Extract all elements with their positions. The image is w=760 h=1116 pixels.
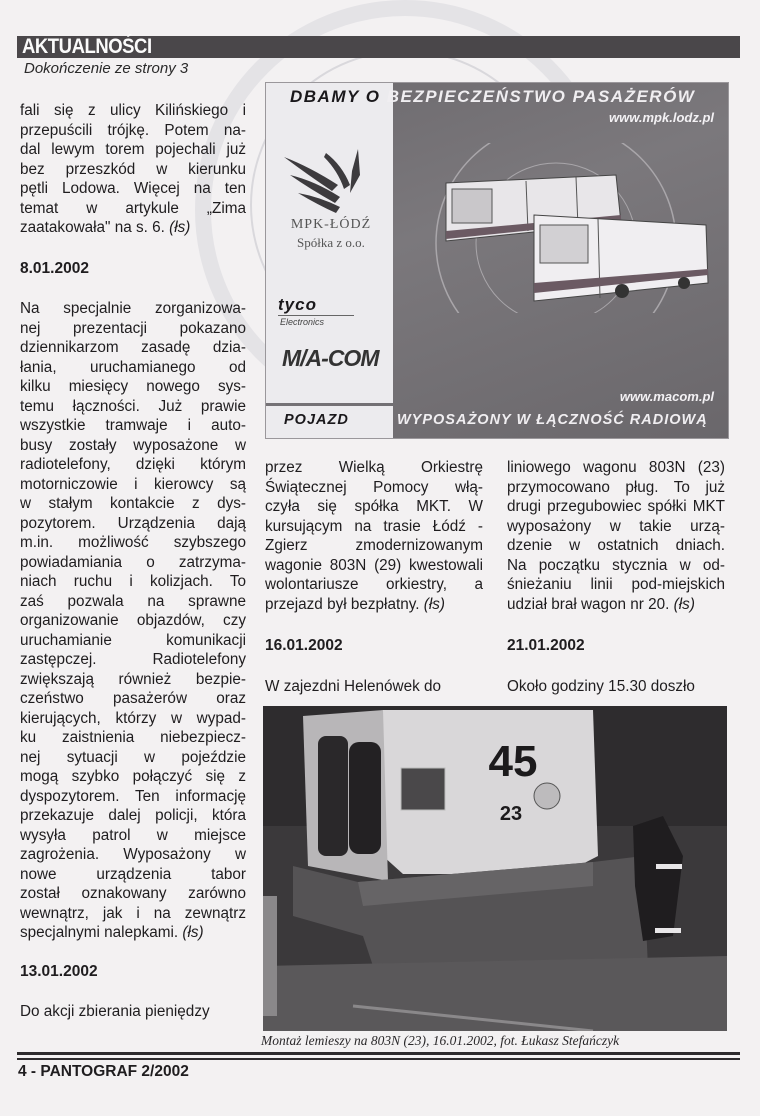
text-line: Do akcji zbierania pieniędzy <box>20 1003 210 1020</box>
text-line-content: przez Wielką Orkiestrę <box>265 459 483 476</box>
text-line-content: wyposażony w takie urzą- <box>507 517 725 535</box>
text-line <box>265 497 483 517</box>
text-line <box>20 533 246 553</box>
text-line-content: zwiększają również bezpie- <box>20 670 246 688</box>
text-line <box>20 455 246 475</box>
text-line: pętli Lodowa. Więcej na ten <box>20 180 246 197</box>
text-line-content: m.in. możliwość szybszego <box>20 534 246 551</box>
text-line <box>20 728 246 748</box>
advert-tagline-dark: POJAZD <box>266 406 393 438</box>
text-line: bez przeszkód w kierunku <box>20 160 246 178</box>
text-line-content: nej prezentacji pokazano <box>20 319 246 337</box>
text-line <box>20 650 246 670</box>
advert-headline-light: BEZPIECZEŃSTWO PASAŻERÓW <box>386 87 696 106</box>
text-line-content: zastępczej. Radiotelefony <box>20 651 246 668</box>
text-line-content: niach ruchu i kolizjach. To <box>20 573 246 590</box>
continued-from-note: Dokończenie ze strony 3 <box>24 60 189 77</box>
text-line <box>20 494 246 514</box>
date-heading: 16.01.2002 <box>265 637 343 654</box>
text-line-content: ku zaistnienia niebezpiecz- <box>20 729 246 746</box>
text-line <box>20 553 246 573</box>
text-line <box>265 575 483 595</box>
date-heading: 8.01.2002 <box>20 259 89 277</box>
text-line <box>20 319 246 339</box>
column-3 <box>507 458 725 696</box>
wosp-paragraph <box>265 458 483 614</box>
author-sign: (łs) <box>169 219 191 236</box>
section-title: AKTUALNOŚCI <box>22 35 152 58</box>
text-line-content: wysyła patrol w miejsce <box>20 826 246 844</box>
text-line-content: radiotelefony, dzięki którym <box>20 456 246 473</box>
text-line-content: Na początku stycznia w od- <box>507 556 725 574</box>
text-line-content: kursującym na trasie Łódź - <box>265 517 483 535</box>
text-line <box>20 748 246 768</box>
text-line <box>265 536 483 556</box>
text-line-content: udział brał wagon nr 20. <box>507 595 670 613</box>
text-line-content: drugi przegubowiec spółki MKT <box>507 498 725 515</box>
text-line: fali się z ulicy Kilińskiego i <box>20 102 246 119</box>
text-line <box>20 358 246 378</box>
text-line-content: w stałym kontakcie z dys- <box>20 495 246 512</box>
text-line-content: czeństwo pasażerów oraz <box>20 690 246 707</box>
text-line-content: busy zostały wyposażone w <box>20 436 246 454</box>
photo-caption: Montaż lemieszy na 803N (23), 16.01.2002, fot. Łukasz Stefańczyk <box>261 1033 620 1048</box>
plough-paragraph <box>507 458 725 614</box>
text-line-content: specjalnymi nalepkami. <box>20 924 179 941</box>
tram-and-bus-illustration <box>416 143 716 313</box>
tyco-sub: Electronics <box>280 317 325 327</box>
text-line <box>20 923 246 943</box>
text-line-content: wagonie 803N (29) kwestowali <box>265 556 483 574</box>
text-line <box>507 595 725 615</box>
line-number: 45 <box>488 737 538 786</box>
mpk-company-sub: Spółka z o.o. <box>297 235 365 250</box>
author-sign: (łs) <box>182 924 204 941</box>
column-1 <box>20 101 246 1022</box>
text-line <box>20 670 246 690</box>
text-line-content: zaś pozwala na sprawne <box>20 592 246 610</box>
article-paragraph <box>20 299 246 943</box>
author-sign: (łs) <box>423 595 445 613</box>
text-line <box>20 787 246 807</box>
text-line <box>20 397 246 417</box>
text-line-content: przejazd był bezpłatny. <box>265 595 420 613</box>
page-footer: 4 - PANTOGRAF 2/2002 <box>18 1063 189 1080</box>
text-line-content: nowe urządzenia tabor <box>20 865 246 883</box>
text-line <box>265 556 483 576</box>
tram-photo-illustration <box>263 706 727 1031</box>
text-line <box>265 517 483 537</box>
macom-url: www.macom.pl <box>619 389 714 404</box>
mpk-company-name: MPK-ŁÓDŹ <box>290 217 372 232</box>
text-line <box>20 592 246 612</box>
date-heading: 13.01.2002 <box>20 962 98 980</box>
intro-paragraph <box>20 101 246 238</box>
text-line <box>265 458 483 478</box>
text-line-content: dyspozytorem. Ten informację <box>20 787 246 805</box>
text-line <box>507 497 725 517</box>
text-line-content: Zgierz zmodernizowanym <box>265 537 483 554</box>
text-line <box>20 689 246 709</box>
text-line <box>507 478 725 498</box>
text-line <box>507 575 725 595</box>
text-line <box>20 377 246 397</box>
footer-rule-thin <box>17 1058 740 1060</box>
text-line <box>20 865 246 885</box>
text-line <box>507 517 725 537</box>
text-line-content: organizowanie objazdów, czy <box>20 612 246 629</box>
text-line-content: zaatakowała" na s. 6. <box>20 219 165 236</box>
advert-headline <box>290 87 695 107</box>
text-line <box>20 631 246 651</box>
text-line-content: liniowego wagonu 803N (23) <box>507 459 725 476</box>
text-line-content: kilku miesięcy nowego sys- <box>20 378 246 395</box>
text-line <box>20 475 246 495</box>
tyco-logo: tyco <box>278 295 317 314</box>
text-line-content: uruchamianie komunikacji <box>20 631 246 649</box>
text-line <box>507 458 725 478</box>
advert-tagline-light: WYPOSAŻONY W ŁĄCZNOŚĆ RADIOWĄ <box>397 412 708 428</box>
safety-advertisement <box>265 82 729 439</box>
text-line-content: czyła się spółka MKT. W <box>265 498 483 515</box>
footer-rule-thick <box>17 1052 740 1055</box>
text-line <box>20 904 246 924</box>
text-line <box>20 338 246 358</box>
text-line: temat w artykule „Zima <box>20 199 246 217</box>
text-line <box>20 299 246 319</box>
text-line-content: zagrożenia. Wyposażony w <box>20 846 246 863</box>
mpk-url: www.mpk.lodz.pl <box>609 110 714 125</box>
text-line-content: dzenie w ostatnich dniach. <box>507 537 725 554</box>
text-line-content: został oznakowany zarówno <box>20 885 246 902</box>
text-line-content: wszystkie tramwaje i auto- <box>20 417 246 434</box>
text-line <box>20 845 246 865</box>
text-line: W zajezdni Helenówek do <box>265 677 442 695</box>
text-line-content: pozytorem. Urządzenia dają <box>20 514 246 532</box>
macom-logo: M/A-COM <box>282 345 379 371</box>
text-line-content: dziennikarzom zasadę dzia- <box>20 339 246 356</box>
tram-plough-photo <box>263 706 727 1031</box>
text-line-content: motorniczowie i kierowcy są <box>20 475 246 493</box>
text-line <box>20 826 246 846</box>
text-line <box>265 595 483 615</box>
text-line <box>20 416 246 436</box>
text-line-content: łania, uruchamianego od <box>20 358 246 376</box>
text-line <box>20 767 246 787</box>
text-line-content: mogą szybko połączyć się z <box>20 768 246 785</box>
tyco-divider <box>278 315 354 316</box>
text-line: dal lewym torem pojechali już <box>20 141 246 158</box>
text-line-content: Na specjalnie zorganizowa- <box>20 300 246 317</box>
text-line: przepuścili trójkę. Potem na- <box>20 121 246 139</box>
date-heading: 21.01.2002 <box>507 637 585 654</box>
text-line <box>20 218 246 238</box>
text-line <box>20 436 246 456</box>
text-line-content: nej sytuacji w pojeździe <box>20 748 246 766</box>
text-line <box>20 514 246 534</box>
text-line-content: Świątecznej Pomocy włą- <box>265 478 483 496</box>
text-line <box>265 478 483 498</box>
vehicle-number: 23 <box>499 803 523 825</box>
text-line-content: wewnątrz, jak i na zewnątrz <box>20 904 246 922</box>
text-line: Około godziny 15.30 doszło <box>507 677 695 695</box>
text-line <box>20 884 246 904</box>
advert-tagline <box>266 406 728 438</box>
text-line <box>20 709 246 729</box>
text-line-content: temu łączności. Już prawie <box>20 397 246 415</box>
text-line <box>507 536 725 556</box>
text-line-content: przekazuje dalej policji, która <box>20 807 246 824</box>
text-line-content: wolontariusze orkiestry, a <box>265 576 483 593</box>
text-line <box>20 806 246 826</box>
author-sign: (łs) <box>673 595 695 613</box>
advert-headline-dark: DBAMY O <box>290 87 381 106</box>
column-2 <box>265 458 483 696</box>
text-line <box>20 572 246 592</box>
text-line-content: śnieżaniu linii pod-miejskich <box>507 576 725 593</box>
text-line-content: powiadamiania o zatrzyma- <box>20 553 246 571</box>
text-line-content: przymocowano pług. To już <box>507 478 725 496</box>
text-line <box>20 611 246 631</box>
mpk-logo-icon <box>280 145 370 215</box>
text-line-content: kierujących, którzy w wypad- <box>20 709 246 727</box>
text-line <box>507 556 725 576</box>
